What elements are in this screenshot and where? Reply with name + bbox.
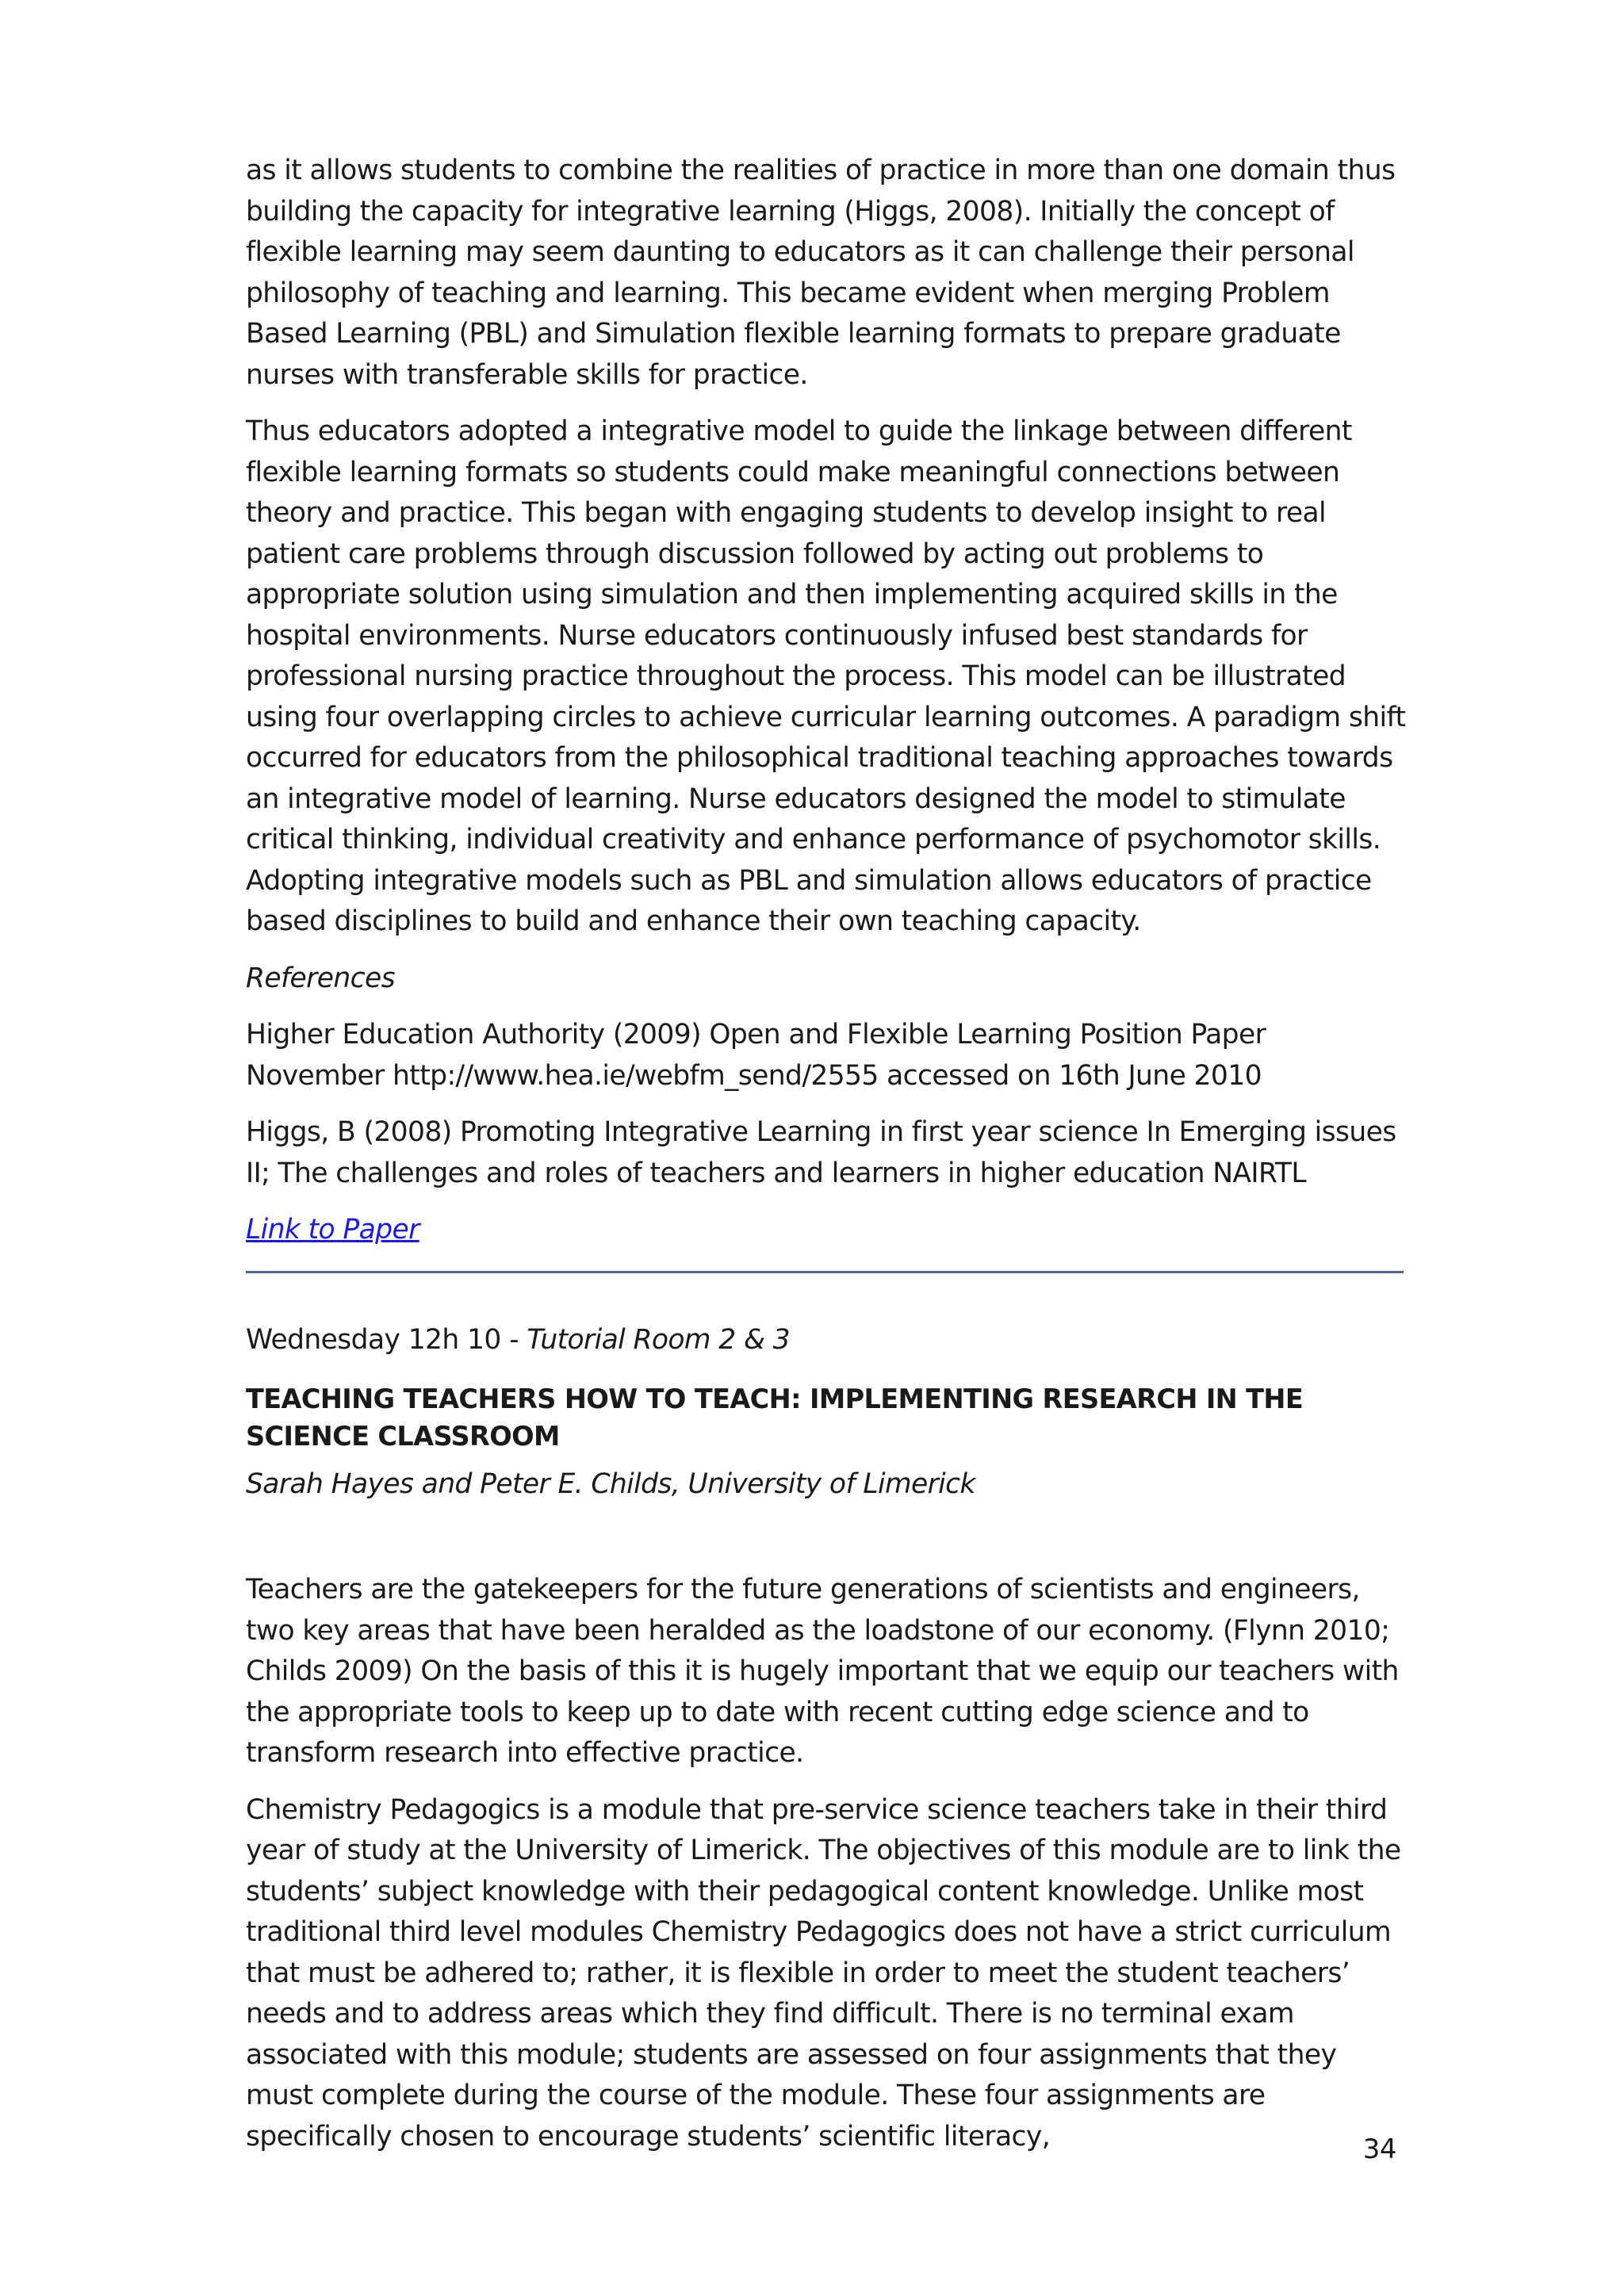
link-to-paper[interactable]: Link to Paper [246,1214,419,1246]
paper-link-row [246,1210,1411,1251]
session-room: Tutorial Room 2 & 3 [527,1324,790,1356]
page-body [246,151,1411,1251]
intro-paragraph-2: Thus educators adopted a integrative model to guide the linkage between different flexible learning formats so students could make meaningful connections between theory and practice. This began with engaging students to develop insight to real patient care problems through discussion followed by acting out problems to appropriate solution using simulation and then implementing acquired skills in the hospital environments. Nurse educators continuously infused best standards for professional nursing practice throughout the process. This model can be illustrated using four overlapping circles to achieve curricular learning outcomes. A paradigm shift occurred for educators from the philosophical traditional teaching approaches towards an integrative model of learning. Nurse educators designed the model to stimulate critical thinking, individual creativity and enhance performance of psychomotor skills. Adopting integrative models such as PBL and simulation allows educators of practice based disciplines to build and enhance their own teaching capacity. [246,415,1406,937]
session-paragraph-1: Teachers are the gatekeepers for the future generations of scientists and engineers, two key areas that have been heralded as the loadstone of our economy. (Flynn 2010; Childs 2009) On the basis of this it is hugely important that we equip our teachers with the appropriate tools to keep up to date with recent cutting edge science and to transform research into effective practice. [246,1574,1399,1769]
session-section [246,1320,1411,2173]
references-heading: References [246,962,396,994]
session-info [246,1320,1411,1361]
session-authors: Sarah Hayes and Peter E. Childs, University of Limerick [246,1468,975,1500]
reference-item-2: Higgs, B (2008) Promoting Integrative Learning in first year science In Emerging issues II; The challenges and roles of teachers and learners in higher education NAIRTL [246,1116,1396,1189]
section-divider [246,1271,1404,1273]
reference-item-1: Higher Education Authority (2009) Open and Flexible Learning Position Paper November http://www.hea.ie/webfm_send/2555 accessed on 16th June 2010 [246,1019,1266,1092]
intro-paragraph-1: as it allows students to combine the realities of practice in more than one domain thus building the capacity for integrative learning (Higgs, 2008). Initially the concept of flexible learning may seem daunting to educators as it can challenge their personal philosophy of teaching and learning. This became evident when merging Problem Based Learning (PBL) and Simulation flexible learning formats to prepare graduate nurses with transferable skills for practice. [246,155,1396,391]
session-title: TEACHING TEACHERS HOW TO TEACH: IMPLEMENTING RESEARCH IN THE SCIENCE CLASSROOM [246,1383,1304,1452]
session-paragraph-2: Chemistry Pedagogics is a module that pre-service science teachers take in their third year of study at the University of Limerick. The objectives of this module are to link the students’ subject knowledge with their pedagogical content knowledge. Unlike most traditional third level modules Chemistry Pedagogics does not have a strict curriculum that must be adhered to; rather, it is flexible in order to meet the student teachers’ needs and to address areas which they find difficult. There is no terminal exam associated with this module; students are assessed on four assignments that they must complete during the course of the module. These four assignments are specifically chosen to encourage students’ scientific literacy, [246,1793,1401,2152]
page-number: 34 [1362,2133,1396,2165]
session-time: Wednesday 12h 10 - [246,1324,527,1356]
